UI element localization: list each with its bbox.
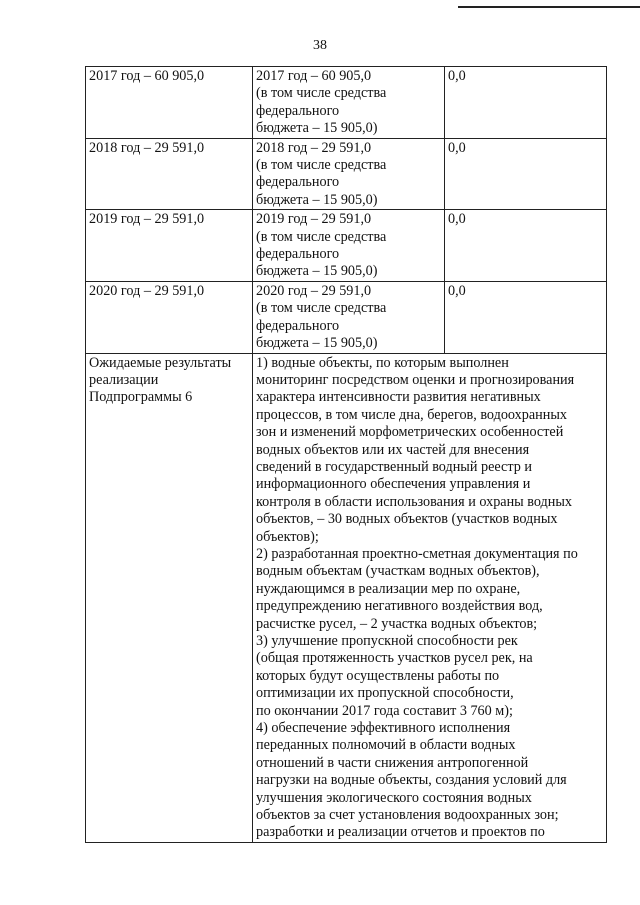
results-line: 3) улучшение пропускной способности рек: [256, 633, 518, 649]
other-sources-cell: 0,0: [445, 210, 607, 282]
results-line: информационного обеспечения управления и: [256, 476, 531, 493]
results-line: по окончании 2017 года составит 3 760 м);: [256, 702, 513, 719]
results-line: объектов, – 30 водных объектов (участков водных: [256, 511, 558, 528]
other-sources-cell: 0,0: [445, 67, 607, 139]
table-row: [86, 281, 607, 353]
table-row: [86, 67, 607, 139]
results-line: сведений в государственный водный реестр и: [256, 458, 532, 475]
cell-line: бюджета – 15 905,0): [256, 191, 378, 208]
results-line: процессов, в том числе дна, берегов, водоохранных: [256, 406, 567, 423]
results-line: водным объектам (участкам водных объектов),: [256, 563, 540, 580]
cell-line: федерального: [256, 317, 340, 334]
cell-line: бюджета – 15 905,0): [256, 120, 378, 137]
results-line: объектов);: [256, 528, 319, 545]
funding-table: [85, 66, 607, 843]
results-label-line: Подпрограммы 6: [89, 389, 193, 406]
year-total-cell: 2018 год – 29 591,0: [86, 138, 253, 210]
results-line: переданных полномочий в области водных: [256, 737, 516, 754]
regional-budget-cell: [253, 281, 445, 353]
results-label-line: Ожидаемые результаты: [89, 354, 232, 371]
cell-line: 2019 год – 29 591,0: [256, 211, 372, 228]
results-line: контроля в области использования и охраны водных: [256, 493, 572, 510]
results-line: которых будут осуществлены работы по: [256, 667, 500, 684]
results-label-line: реализации: [89, 371, 159, 388]
page-number: 38: [313, 38, 327, 53]
cell-line: (в том числе средства: [256, 228, 387, 245]
results-row: [86, 353, 607, 842]
year-total-cell: 2019 год – 29 591,0: [86, 210, 253, 282]
results-line: отношений в части снижения антропогенной: [256, 754, 529, 771]
results-text-cell: [253, 353, 607, 842]
cell-line: (в том числе средства: [256, 85, 387, 102]
results-line: 1) водные объекты, по которым выполнен: [256, 354, 509, 371]
results-line: 4) обеспечение эффективного исполнения: [256, 720, 511, 737]
year-total-cell: 2017 год – 60 905,0: [86, 67, 253, 139]
cell-line: бюджета – 15 905,0): [256, 335, 378, 352]
results-line: объектов за счет установления водоохранных зон;: [256, 807, 559, 824]
table-row: [86, 138, 607, 210]
regional-budget-cell: [253, 210, 445, 282]
results-line: зон и изменений морфометрических особенностей: [256, 424, 564, 441]
regional-budget-cell: [253, 138, 445, 210]
results-line: характера интенсивности развития негативных: [256, 389, 541, 406]
cell-line: 2020 год – 29 591,0: [256, 282, 372, 299]
results-line: 2) разработанная проектно-сметная документация по: [256, 545, 578, 562]
cell-line: 2018 год – 29 591,0: [256, 139, 372, 156]
results-line: разработки и реализации отчетов и проектов по: [256, 824, 545, 841]
cell-line: федерального: [256, 246, 340, 263]
cell-line: федерального: [256, 174, 340, 191]
regional-budget-cell: [253, 67, 445, 139]
results-line: предупреждению негативного воздействия вод,: [256, 598, 543, 615]
cell-line: (в том числе средства: [256, 300, 387, 317]
results-line: водных объектов или их частей для внесения: [256, 441, 530, 458]
other-sources-cell: 0,0: [445, 138, 607, 210]
cell-line: бюджета – 15 905,0): [256, 263, 378, 280]
table-row: [86, 210, 607, 282]
year-total-cell: 2020 год – 29 591,0: [86, 281, 253, 353]
results-line: расчистке русел, – 2 участка водных объектов;: [256, 615, 538, 632]
results-line: нуждающимся в реализации мер по охране,: [256, 580, 521, 597]
results-label-cell: [86, 353, 253, 842]
top-rule: [458, 6, 640, 8]
results-line: оптимизации их пропускной способности,: [256, 685, 514, 702]
results-line: (общая протяженность участков русел рек, на: [256, 650, 533, 667]
cell-line: (в том числе средства: [256, 157, 387, 174]
cell-line: федерального: [256, 102, 340, 119]
results-line: мониторинг посредством оценки и прогнозирования: [256, 371, 575, 388]
cell-line: 2017 год – 60 905,0: [256, 68, 372, 84]
other-sources-cell: 0,0: [445, 281, 607, 353]
results-line: улучшения экологического состояния водных: [256, 789, 532, 806]
results-line: нагрузки на водные объекты, создания условий для: [256, 772, 567, 789]
